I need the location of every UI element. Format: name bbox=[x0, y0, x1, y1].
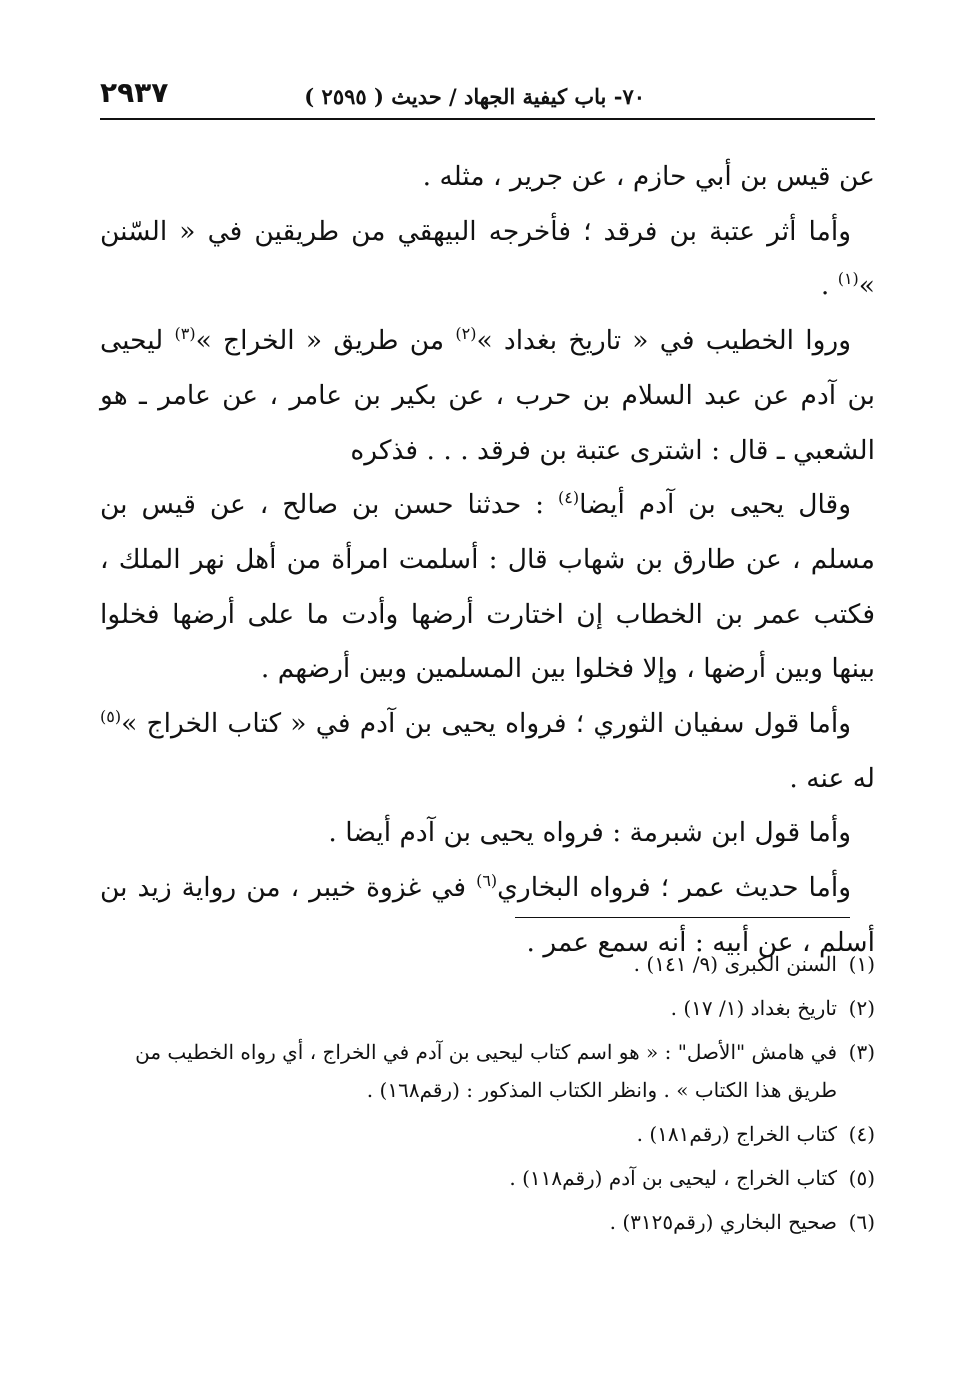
footnote-marker: (٥) bbox=[100, 707, 122, 727]
paragraph: وروا الخطيب في « تاريخ بغداد »$^{(٢)}$ من طريق « الخراج »$^{(٣)}$ ليحيى بن آدم عن عبد السلام بن حرب ، عن بكير بن عامر ، عن عامر ـ هو الشعبي ـ قال : اشترى عتبة بن فرقد . . . فذكره bbox=[100, 324, 875, 466]
footnote bbox=[100, 986, 875, 1030]
main-text bbox=[100, 150, 875, 971]
footnote-number: (٢) bbox=[848, 996, 875, 1020]
footnote-number: (٥) bbox=[848, 1166, 875, 1190]
footnotes bbox=[100, 942, 875, 1244]
footnote bbox=[100, 1200, 875, 1244]
paragraph: عن قيس بن أبي حازم ، عن جرير ، مثله . bbox=[422, 161, 875, 192]
paragraph: وأما أثر عتبة بن فرقد ؛ فأخرجه البيهقي من طريقين في « السّنن »$^{(١)}$ . bbox=[100, 215, 875, 302]
paragraph: وأما حديث عمر ؛ فرواه البخاري$^{(٦)}$ في غزوة خيبر ، من رواية زيد بن أسلم ، عن أبيه : أنه سمع عمر . bbox=[100, 871, 875, 958]
page-header bbox=[100, 78, 875, 114]
footnote-text: السنن الكبرى (٩/ ١٤١) . bbox=[633, 952, 837, 976]
footnote-marker: (٦) bbox=[476, 871, 498, 891]
footnote bbox=[100, 942, 875, 986]
paragraph: وأما قول سفيان الثوري ؛ فرواه يحيى بن آدم في « كتاب الخراج »$^{(٥)}$ له عنه . bbox=[100, 707, 875, 794]
footnote-divider bbox=[515, 917, 850, 918]
footnote-text: صحيح البخاري (رقم٣١٢٥) . bbox=[609, 1210, 837, 1234]
footnote-marker: (٣) bbox=[174, 324, 196, 344]
footnote-marker: (١) bbox=[837, 269, 859, 289]
footnote-number: (٦) bbox=[848, 1210, 875, 1234]
footnote-text: كتاب الخراج ، ليحيى بن آدم (رقم١١٨) . bbox=[509, 1166, 837, 1190]
footnote-number: (٤) bbox=[848, 1122, 875, 1146]
paragraph: وقال يحيى بن آدم أيضا$^{(٤)}$ : حدثنا حسن بن صالح ، عن قيس بن مسلم ، عن طارق بن شهاب قال : أسلمت امرأة من أهل نهر الملك ، فكتب عمر بن الخطاب إن اختارت أرضها وأدت ما على أرضها فخلوا بينها وبين أرضها ، وإلا فخلوا بين المسلمين وبين أرضهم . bbox=[100, 488, 875, 685]
page-number: ٢٩٣٧ bbox=[100, 76, 169, 109]
footnote-marker: (٢) bbox=[455, 324, 477, 344]
header-divider bbox=[100, 118, 875, 120]
footnote-text: كتاب الخراج (رقم١٨١) . bbox=[636, 1122, 837, 1146]
footnote bbox=[100, 1030, 875, 1112]
footnote-marker: (٤) bbox=[557, 488, 580, 508]
footnote-number: (٣) bbox=[848, 1040, 875, 1064]
footnote-number: (١) bbox=[848, 952, 875, 976]
footnote bbox=[100, 1112, 875, 1156]
footnote bbox=[100, 1156, 875, 1200]
footnote-text: في هامش "الأصل" : « هو اسم كتاب ليحيى بن آدم في الخراج ، أي رواه الخطيب من طريق هذا الكتاب » . وانظر الكتاب المذكور : (رقم١٦٨) . bbox=[135, 1040, 837, 1102]
running-title: ٧٠- باب كيفية الجهاد / حديث ( ٢٥٩٥ ) bbox=[304, 84, 645, 109]
paragraph: وأما قول ابن شبرمة : فرواه يحيى بن آدم أيضا . bbox=[328, 817, 851, 849]
footnote-text: تاريخ بغداد (١/ ١٧) . bbox=[670, 996, 837, 1020]
